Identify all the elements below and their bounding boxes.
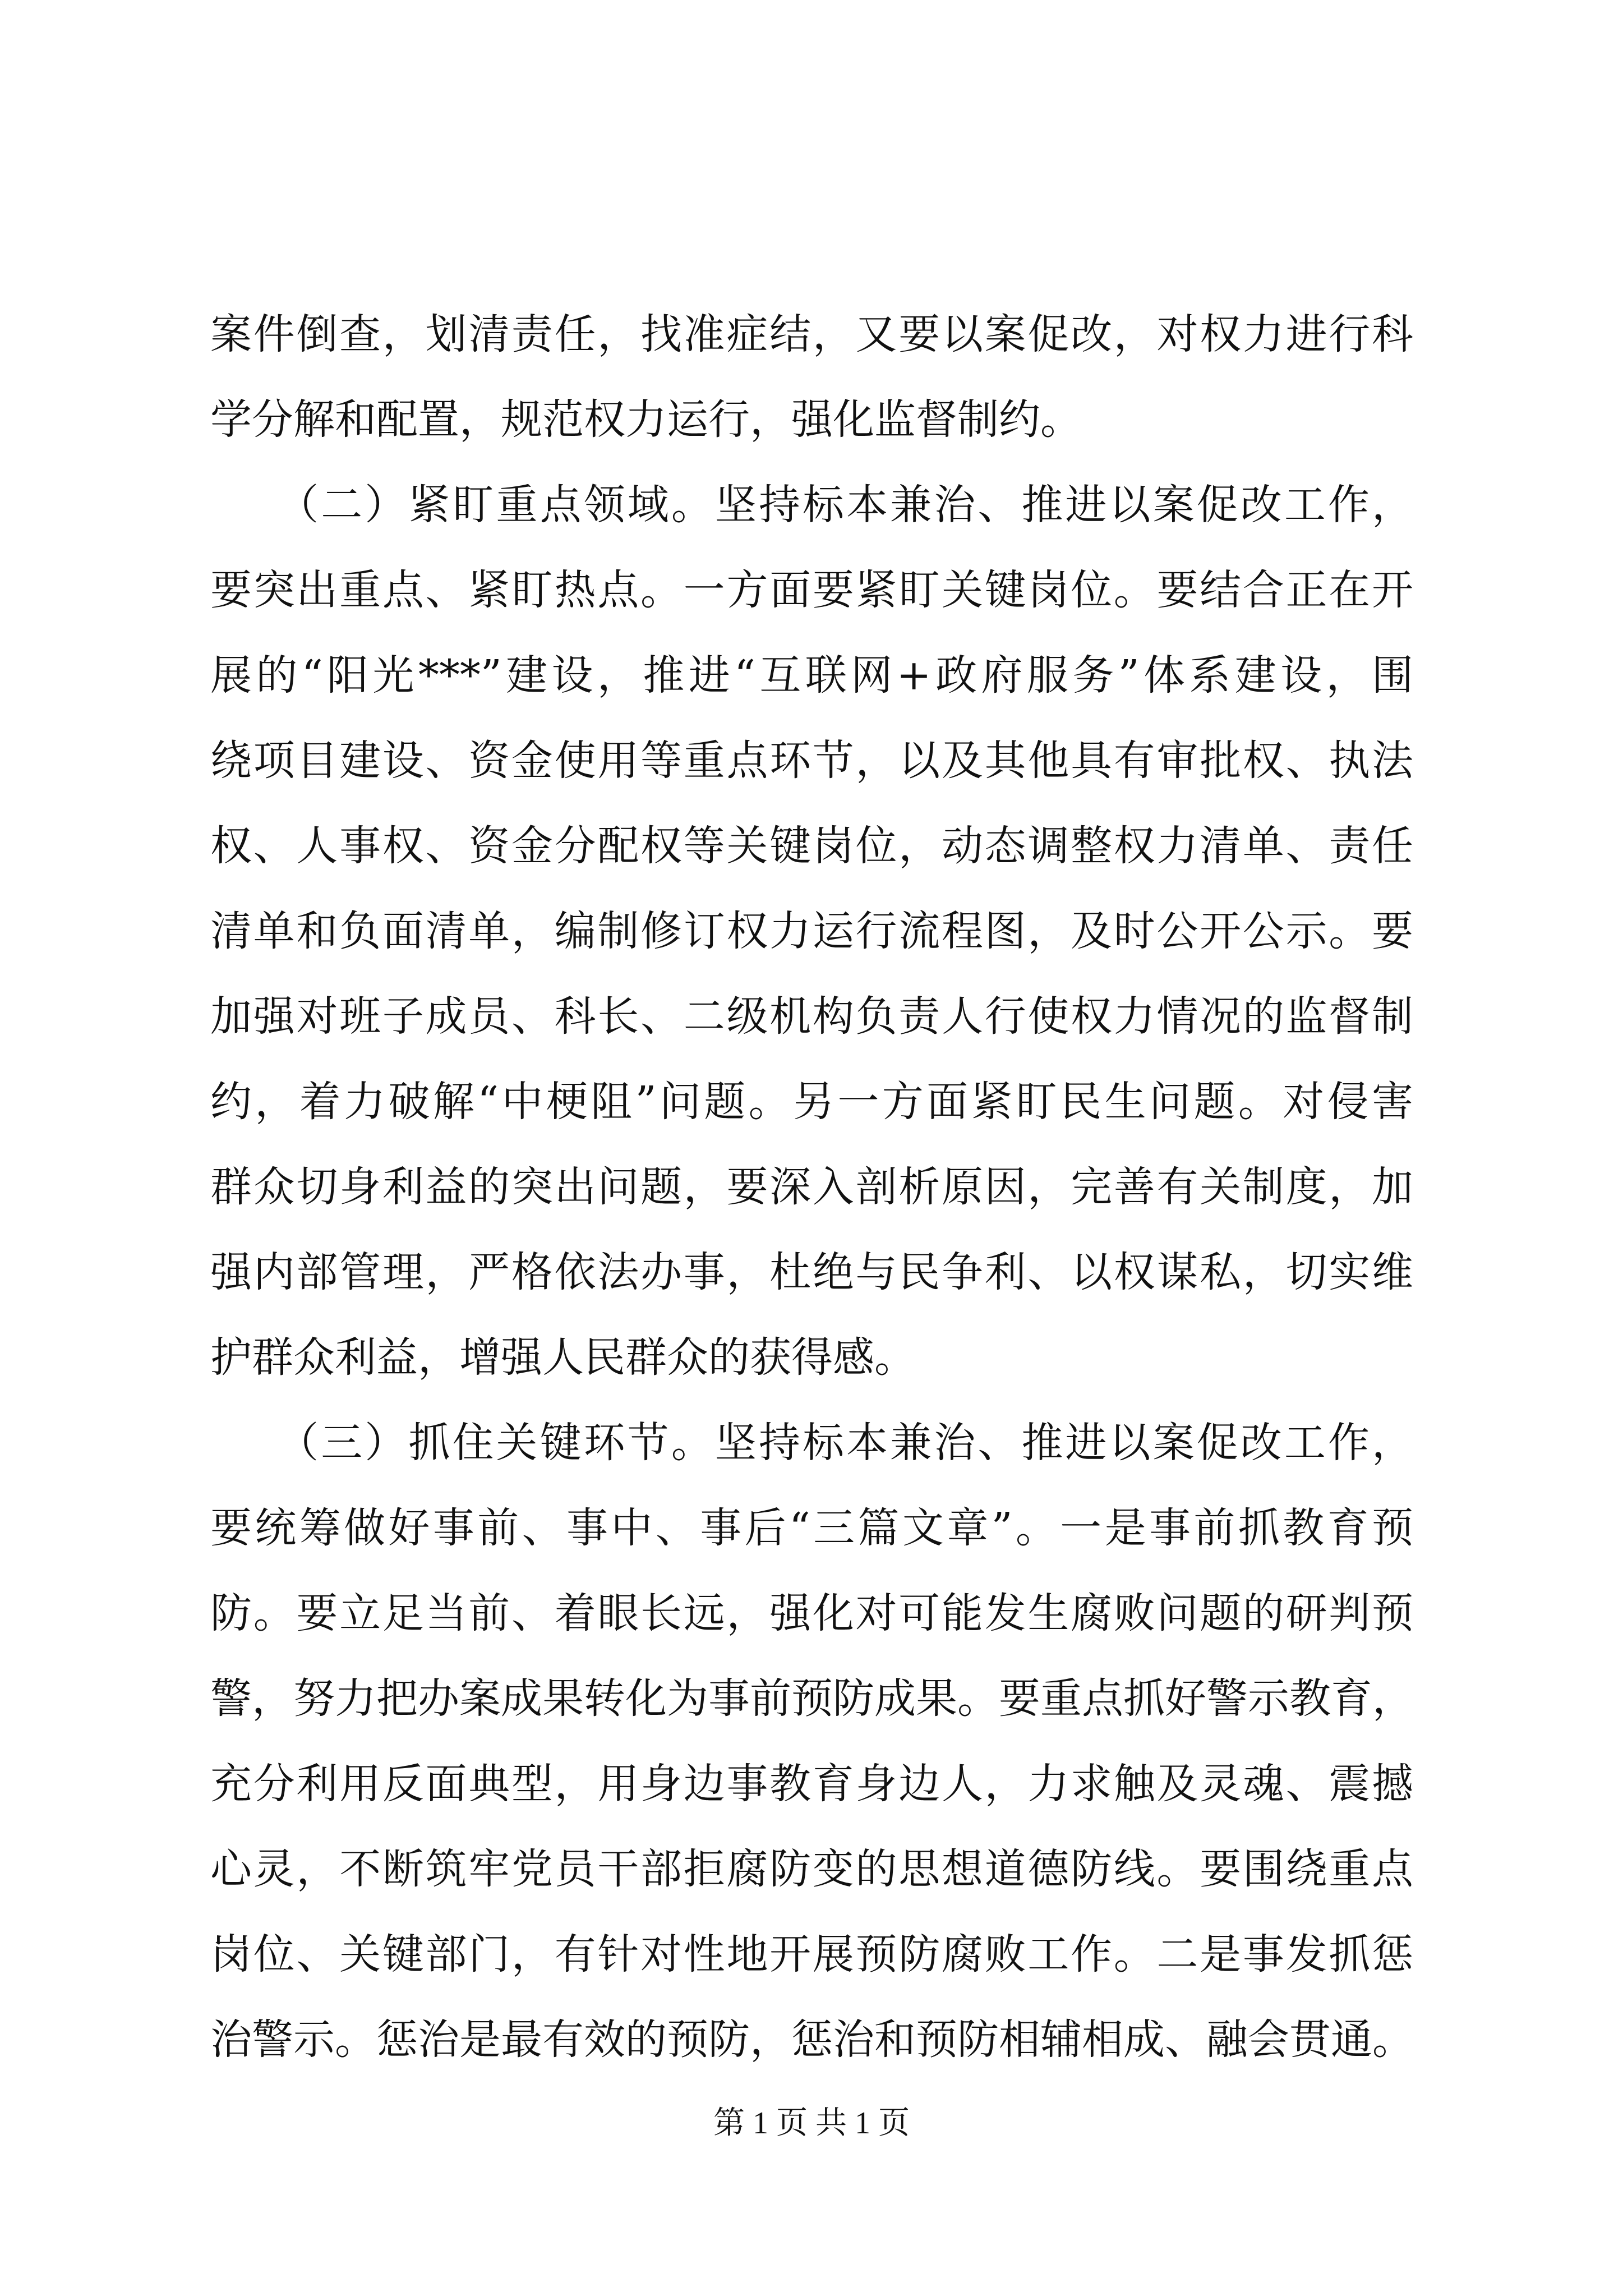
- text-line: 约，着力破解“中梗阻”问题。另一方面紧盯民生问题。对侵害: [210, 1078, 1413, 1126]
- text-line: 学分解和配置，规范权力运行，强化监督制约。: [210, 395, 1082, 444]
- text-line: 权、人事权、资金分配权等关键岗位，动态调整权力清单、责任: [210, 822, 1413, 870]
- text-line: （二）紧盯重点领域。坚持标本兼治、推进以案促改工作，: [210, 481, 1413, 529]
- text-line: 群众切身利益的突出问题，要深入剖析原因，完善有关制度，加: [210, 1163, 1413, 1211]
- page-number-label: 第 1 页 共 1 页: [713, 2106, 910, 2141]
- page-footer: [0, 2101, 1623, 2146]
- text-line: 清单和负面清单，编制修订权力运行流程图，及时公开公示。要: [210, 907, 1413, 955]
- text-line: 加强对班子成员、科长、二级机构负责人行使权力情况的监督制: [210, 992, 1413, 1041]
- text-line: 防。要立足当前、着眼长远，强化对可能发生腐败问题的研判预: [210, 1589, 1413, 1637]
- text-line: 要统筹做好事前、事中、事后“三篇文章”。一是事前抓教育预: [210, 1504, 1413, 1552]
- text-line: 展的“阳光***”建设，推进“互联网+政府服务”体系建设，围: [210, 651, 1413, 700]
- text-line: 护群众利益，增强人民群众的获得感。: [210, 1333, 916, 1382]
- text-line: 岗位、关键部门，有针对性地开展预防腐败工作。二是事发抓惩: [210, 1930, 1413, 1978]
- text-line: 充分利用反面典型，用身边事教育身边人，力求触及灵魂、震撼: [210, 1760, 1413, 1808]
- text-line: （三）抓住关键环节。坚持标本兼治、推进以案促改工作，: [210, 1419, 1413, 1467]
- text-line: 心灵，不断筑牢党员干部拒腐防变的思想道德防线。要围绕重点: [210, 1845, 1413, 1893]
- text-line: 强内部管理，严格依法办事，杜绝与民争利、以权谋私，切实维: [210, 1248, 1413, 1296]
- text-line: 治警示。惩治是最有效的预防，惩治和预防相辅相成、融会贯通。: [210, 2016, 1414, 2064]
- text-line: 警，努力把办案成果转化为事前预防成果。要重点抓好警示教育，: [210, 1674, 1414, 1723]
- document-body: [210, 292, 1413, 2082]
- text-line: 要突出重点、紧盯热点。一方面要紧盯关键岗位。要结合正在开: [210, 566, 1413, 614]
- text-line: 案件倒查，划清责任，找准症结，又要以案促改，对权力进行科: [210, 310, 1413, 358]
- text-line: 绕项目建设、资金使用等重点环节，以及其他具有审批权、执法: [210, 737, 1413, 785]
